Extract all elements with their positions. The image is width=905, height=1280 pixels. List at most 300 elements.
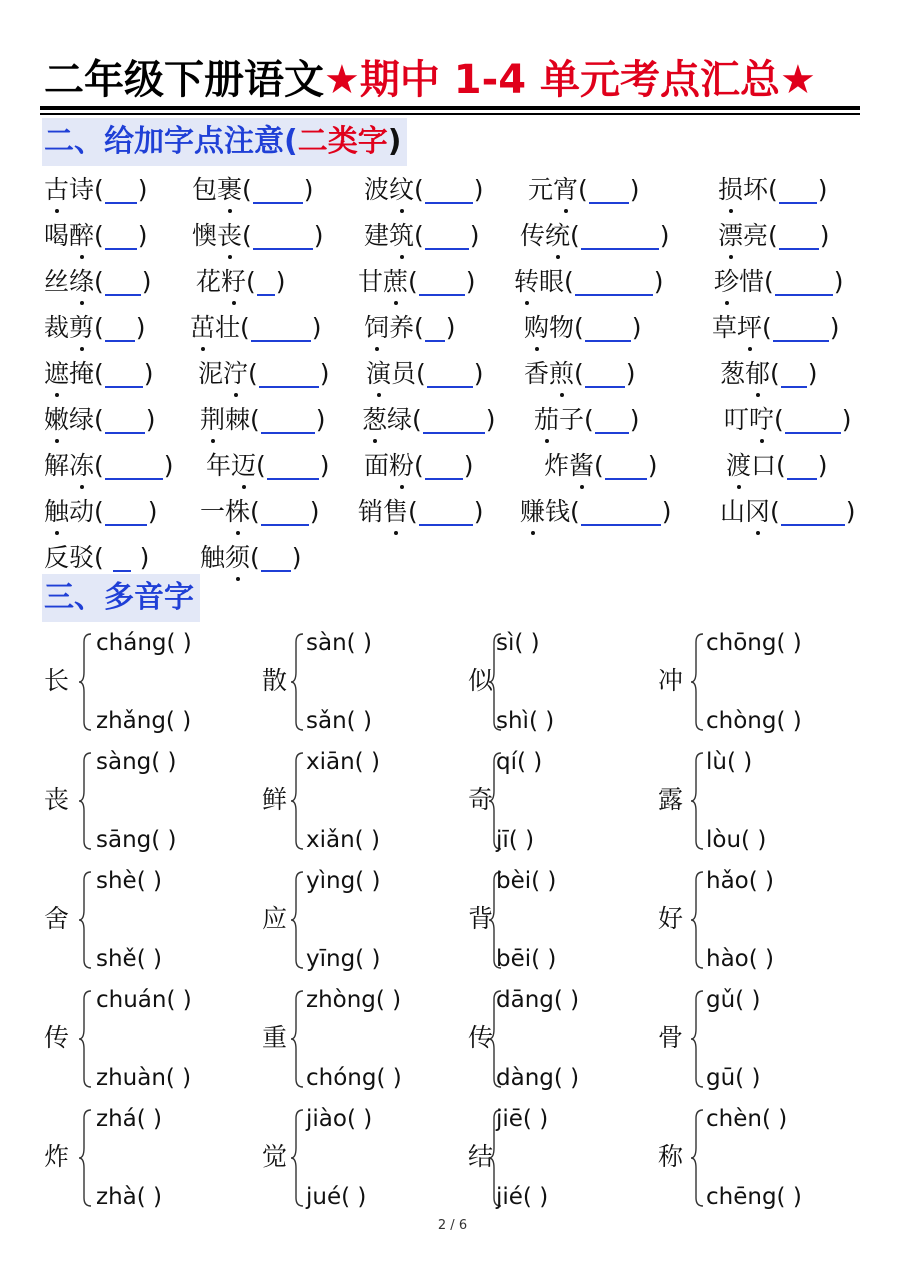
pinyin-bottom: chóng( ) <box>306 1065 402 1091</box>
polyphone-char: 背 <box>468 904 494 933</box>
pinyin-bottom: xiǎn( ) <box>306 827 380 853</box>
word-text: 销售 <box>358 497 409 526</box>
emphasis-dot <box>228 255 232 259</box>
word-item <box>192 216 324 256</box>
polyphone-group <box>468 1102 678 1212</box>
paren-close: ) <box>631 313 642 342</box>
paren-open: ( <box>768 175 778 204</box>
word-text: 珍惜 <box>714 267 765 296</box>
answer-blank[interactable] <box>105 172 137 204</box>
answer-blank[interactable] <box>259 356 319 388</box>
answer-blank[interactable] <box>105 448 163 480</box>
paren-close: ) <box>485 405 496 434</box>
polyphone-group <box>658 983 868 1093</box>
brace-icon <box>690 632 704 732</box>
pinyin-top: zhòng( ) <box>306 987 402 1013</box>
section-2-label-b: 二类字 <box>297 124 388 159</box>
polyphone-char: 重 <box>262 1023 288 1052</box>
word-item <box>524 354 636 394</box>
word-text: 面粉 <box>364 451 415 480</box>
polyphone-char: 散 <box>262 666 288 695</box>
pinyin-bottom: zhà( ) <box>96 1184 163 1210</box>
paren-close: ) <box>653 267 664 296</box>
brace-icon <box>690 751 704 851</box>
pinyin-bottom: zhǎng( ) <box>96 708 192 734</box>
pinyin-bottom: chòng( ) <box>706 708 802 734</box>
answer-blank[interactable] <box>581 494 661 526</box>
word-item <box>364 446 474 486</box>
polyphone-char: 骨 <box>658 1023 684 1052</box>
paren-open: ( <box>770 359 780 388</box>
word-item <box>44 170 148 210</box>
paren-open: ( <box>94 359 104 388</box>
polyphone-char: 露 <box>658 785 684 814</box>
polyphone-char: 似 <box>468 666 494 695</box>
paren-close: ) <box>303 175 314 204</box>
answer-blank[interactable] <box>785 402 841 434</box>
answer-blank[interactable] <box>425 448 463 480</box>
pinyin-bottom: sǎn( ) <box>306 708 372 734</box>
brace-icon <box>78 870 92 970</box>
pinyin-top: chuán( ) <box>96 987 192 1013</box>
paren-close: ) <box>141 267 152 296</box>
emphasis-dot <box>556 255 560 259</box>
word-text: 触须 <box>200 543 251 572</box>
word-text: 喝醉 <box>44 221 95 250</box>
answer-blank[interactable] <box>425 310 445 342</box>
emphasis-dot <box>55 531 59 535</box>
emphasis-dot <box>400 255 404 259</box>
paren-open: ( <box>246 267 256 296</box>
word-item <box>364 170 484 210</box>
word-text: 解冻 <box>44 451 95 480</box>
paren-open: ( <box>414 313 424 342</box>
answer-blank[interactable] <box>105 310 135 342</box>
paren-open: ( <box>764 267 774 296</box>
section-3-label: 三、多音字 <box>44 580 194 615</box>
polyphone-char: 觉 <box>262 1142 288 1171</box>
paren-open: ( <box>584 405 594 434</box>
polyphone-group <box>468 626 678 736</box>
pinyin-bottom: jué( ) <box>306 1184 367 1210</box>
pinyin-bottom: shě( ) <box>96 946 162 972</box>
word-item <box>714 262 844 302</box>
answer-blank[interactable] <box>773 310 829 342</box>
answer-blank[interactable] <box>105 402 145 434</box>
word-item <box>44 446 174 486</box>
word-item <box>364 216 480 256</box>
word-item <box>44 308 146 348</box>
emphasis-dot <box>394 531 398 535</box>
brace-icon <box>78 1108 92 1208</box>
answer-blank[interactable] <box>585 356 625 388</box>
answer-blank[interactable] <box>575 264 653 296</box>
answer-blank[interactable] <box>105 218 137 250</box>
emphasis-dot <box>737 485 741 489</box>
brace-icon <box>690 989 704 1089</box>
word-text: 赚钱 <box>520 497 571 526</box>
paren-close: ) <box>163 451 174 480</box>
paren-close: ) <box>137 221 148 250</box>
word-item <box>534 400 640 440</box>
pinyin-bottom: zhuàn( ) <box>96 1065 192 1091</box>
paren-close: ) <box>807 359 818 388</box>
word-item <box>358 262 476 302</box>
word-text: 渡口 <box>726 451 777 480</box>
pinyin-bottom: shì( ) <box>496 708 555 734</box>
page-number: 2 / 6 <box>437 1218 468 1233</box>
word-text: 香煎 <box>524 359 575 388</box>
polyphone-group <box>262 983 472 1093</box>
word-text: 触动 <box>44 497 95 526</box>
word-text: 漂亮 <box>718 221 769 250</box>
brace-icon <box>290 751 304 851</box>
polyphone-group <box>658 626 868 736</box>
paren-open: ( <box>256 451 266 480</box>
word-text: 叮咛 <box>724 405 775 434</box>
paren-open: ( <box>250 543 260 572</box>
emphasis-dot <box>400 485 404 489</box>
polyphone-group <box>262 626 472 736</box>
answer-blank[interactable] <box>419 264 465 296</box>
paren-close: ) <box>137 175 148 204</box>
polyphone-char: 奇 <box>468 785 494 814</box>
pinyin-bottom: sāng( ) <box>96 827 177 853</box>
word-text: 荆棘 <box>200 405 251 434</box>
answer-blank[interactable] <box>589 172 629 204</box>
paren-close: ) <box>465 267 476 296</box>
polyphone-char: 鲜 <box>262 785 288 814</box>
word-text: 茄子 <box>534 405 585 434</box>
word-item <box>726 446 828 486</box>
paren-close: ) <box>319 451 330 480</box>
word-item <box>198 354 330 394</box>
paren-close: ) <box>661 497 672 526</box>
paren-open: ( <box>250 497 260 526</box>
emphasis-dot <box>228 209 232 213</box>
polyphone-group <box>44 864 254 974</box>
pinyin-top: chōng( ) <box>706 630 802 656</box>
polyphone-char: 称 <box>658 1142 684 1171</box>
pinyin-bottom: yīng( ) <box>306 946 381 972</box>
answer-blank[interactable] <box>261 540 291 572</box>
pinyin-bottom: dàng( ) <box>496 1065 580 1091</box>
word-text: 转眼 <box>514 267 565 296</box>
answer-blank[interactable] <box>423 402 485 434</box>
pinyin-top: yìng( ) <box>306 868 381 894</box>
word-text: 茁壮 <box>190 313 241 342</box>
word-text: 丝绦 <box>44 267 95 296</box>
paren-open: ( <box>414 221 424 250</box>
paren-close: ) <box>147 497 158 526</box>
paren-close: ) <box>463 451 474 480</box>
word-text: 传统 <box>520 221 571 250</box>
word-text: 反驳 <box>44 543 95 572</box>
paren-open: ( <box>578 175 588 204</box>
answer-blank[interactable] <box>267 448 319 480</box>
polyphone-group <box>262 1102 472 1212</box>
paren-open: ( <box>94 497 104 526</box>
emphasis-dot <box>375 347 379 351</box>
word-text: 包裹 <box>192 175 243 204</box>
emphasis-dot <box>760 439 764 443</box>
paren-open: ( <box>94 313 104 342</box>
emphasis-dot <box>55 439 59 443</box>
polyphone-group <box>44 983 254 1093</box>
answer-blank[interactable] <box>261 494 309 526</box>
emphasis-dot <box>377 393 381 397</box>
emphasis-dot <box>531 531 535 535</box>
word-item <box>718 216 830 256</box>
title-highlight: ★期中 1-4 单元考点汇总★ <box>324 57 816 103</box>
pinyin-bottom: hào( ) <box>706 946 775 972</box>
polyphone-char: 结 <box>468 1142 494 1171</box>
brace-icon <box>78 751 92 851</box>
paren-open: ( <box>594 451 604 480</box>
pinyin-bottom: bēi( ) <box>496 946 557 972</box>
pinyin-bottom: lòu( ) <box>706 827 767 853</box>
word-text: 葱郁 <box>720 359 771 388</box>
word-text: 甘蔗 <box>358 267 409 296</box>
word-item <box>44 538 149 578</box>
pinyin-top: shè( ) <box>96 868 162 894</box>
answer-blank[interactable] <box>779 172 817 204</box>
word-text: 演员 <box>366 359 417 388</box>
polyphone-char: 长 <box>44 666 70 695</box>
polyphone-group <box>44 1102 254 1212</box>
section-2-label-a: 二、给加字点注意( <box>44 124 298 159</box>
polyphone-group <box>468 745 678 855</box>
emphasis-dot <box>80 301 84 305</box>
word-text: 草坪 <box>712 313 763 342</box>
word-text: 一株 <box>200 497 251 526</box>
answer-blank[interactable] <box>113 540 131 572</box>
paren-open: ( <box>242 175 252 204</box>
pinyin-top: sì( ) <box>496 630 540 656</box>
paren-close: ) <box>473 359 484 388</box>
paren-open: ( <box>412 405 422 434</box>
word-item <box>44 492 158 532</box>
emphasis-dot <box>80 255 84 259</box>
word-text: 山冈 <box>720 497 771 526</box>
answer-blank[interactable] <box>775 264 833 296</box>
emphasis-dot <box>242 485 246 489</box>
paren-open: ( <box>774 405 784 434</box>
polyphone-char: 传 <box>468 1023 494 1052</box>
answer-blank[interactable] <box>105 264 141 296</box>
paren-open: ( <box>762 313 772 342</box>
answer-blank[interactable] <box>595 402 629 434</box>
word-text: 购物 <box>524 313 575 342</box>
pinyin-bottom: jié( ) <box>496 1184 549 1210</box>
paren-close: ) <box>817 175 828 204</box>
title-rule-thick <box>40 106 860 110</box>
emphasis-dot <box>560 393 564 397</box>
word-text: 饲养 <box>364 313 415 342</box>
word-item <box>196 262 286 302</box>
emphasis-dot <box>201 347 205 351</box>
paren-open: ( <box>248 359 258 388</box>
polyphone-group <box>262 864 472 974</box>
word-item <box>358 492 484 532</box>
answer-blank[interactable] <box>781 356 807 388</box>
answer-blank[interactable] <box>253 172 303 204</box>
pinyin-top: jiē( ) <box>496 1106 549 1132</box>
paren-open: ( <box>94 175 104 204</box>
polyphone-group <box>468 864 678 974</box>
paren-open: ( <box>94 405 104 434</box>
brace-icon <box>290 870 304 970</box>
paren-open: ( <box>574 313 584 342</box>
emphasis-dot <box>545 439 549 443</box>
word-text: 古诗 <box>44 175 95 204</box>
emphasis-dot <box>55 209 59 213</box>
paren-close: ) <box>275 267 286 296</box>
word-text: 葱绿 <box>362 405 413 434</box>
paren-close: ) <box>473 175 484 204</box>
paren-open: ( <box>94 543 112 572</box>
pinyin-top: chèn( ) <box>706 1106 788 1132</box>
answer-blank[interactable] <box>425 172 473 204</box>
pinyin-top: xiān( ) <box>306 749 380 775</box>
word-item <box>362 400 496 440</box>
word-text: 裁剪 <box>44 313 95 342</box>
paren-open: ( <box>770 497 780 526</box>
paren-close: ) <box>473 497 484 526</box>
answer-blank[interactable] <box>427 356 473 388</box>
answer-blank[interactable] <box>251 310 311 342</box>
word-item <box>720 492 856 532</box>
paren-close: ) <box>445 313 456 342</box>
polyphone-char: 传 <box>44 1023 70 1052</box>
paren-open: ( <box>94 267 104 296</box>
emphasis-dot <box>580 485 584 489</box>
word-item <box>366 354 484 394</box>
brace-icon <box>78 632 92 732</box>
word-text: 建筑 <box>364 221 415 250</box>
paren-open: ( <box>94 221 104 250</box>
word-item <box>200 538 302 578</box>
polyphone-char: 好 <box>658 904 684 933</box>
emphasis-dot <box>394 301 398 305</box>
word-text: 炸酱 <box>544 451 595 480</box>
paren-open: ( <box>570 497 580 526</box>
answer-blank[interactable] <box>787 448 817 480</box>
paren-open: ( <box>94 451 104 480</box>
answer-blank[interactable] <box>257 264 275 296</box>
emphasis-dot <box>232 301 236 305</box>
paren-close: ) <box>291 543 302 572</box>
polyphone-group <box>262 745 472 855</box>
polyphone-group <box>658 745 868 855</box>
paren-close: ) <box>625 359 636 388</box>
word-text: 元宵 <box>528 175 579 204</box>
paren-open: ( <box>416 359 426 388</box>
paren-close: ) <box>469 221 480 250</box>
paren-close: ) <box>315 405 326 434</box>
paren-open: ( <box>574 359 584 388</box>
answer-blank[interactable] <box>425 218 469 250</box>
emphasis-dot <box>729 209 733 213</box>
answer-blank[interactable] <box>105 494 147 526</box>
paren-close: ) <box>311 313 322 342</box>
brace-icon <box>690 1108 704 1208</box>
word-item <box>190 308 322 348</box>
paren-close: ) <box>135 313 146 342</box>
emphasis-dot <box>55 393 59 397</box>
pinyin-top: sàng( ) <box>96 749 177 775</box>
emphasis-dot <box>234 393 238 397</box>
answer-blank[interactable] <box>253 218 313 250</box>
emphasis-dot <box>535 347 539 351</box>
paren-close: ) <box>819 221 830 250</box>
answer-blank[interactable] <box>419 494 473 526</box>
paren-close: ) <box>659 221 670 250</box>
pinyin-top: zhá( ) <box>96 1106 163 1132</box>
paren-open: ( <box>776 451 786 480</box>
word-item <box>44 354 154 394</box>
paren-open: ( <box>564 267 574 296</box>
word-item <box>520 216 670 256</box>
answer-blank[interactable] <box>605 448 647 480</box>
paren-close: ) <box>309 497 320 526</box>
pinyin-top: lù( ) <box>706 749 753 775</box>
answer-blank[interactable] <box>585 310 631 342</box>
emphasis-dot <box>80 485 84 489</box>
paren-close: ) <box>131 543 150 572</box>
paren-open: ( <box>240 313 250 342</box>
polyphone-group <box>44 745 254 855</box>
emphasis-dot <box>80 347 84 351</box>
answer-blank[interactable] <box>105 356 143 388</box>
paren-open: ( <box>408 497 418 526</box>
polyphone-char: 冲 <box>658 666 684 695</box>
emphasis-dot <box>729 255 733 259</box>
paren-open: ( <box>414 175 424 204</box>
paren-close: ) <box>629 405 640 434</box>
paren-close: ) <box>143 359 154 388</box>
paren-close: ) <box>845 497 856 526</box>
word-item <box>544 446 658 486</box>
answer-blank[interactable] <box>779 218 819 250</box>
word-item <box>44 216 148 256</box>
emphasis-dot <box>400 209 404 213</box>
word-item <box>192 170 314 210</box>
emphasis-dot <box>373 439 377 443</box>
word-item <box>520 492 672 532</box>
polyphone-group <box>468 983 678 1093</box>
word-text: 懊丧 <box>192 221 243 250</box>
answer-blank[interactable] <box>581 218 659 250</box>
polyphone-group <box>658 1102 868 1212</box>
word-item <box>364 308 456 348</box>
pinyin-top: bèi( ) <box>496 868 557 894</box>
answer-blank[interactable] <box>781 494 845 526</box>
word-text: 遮掩 <box>44 359 95 388</box>
paren-close: ) <box>841 405 852 434</box>
polyphone-group <box>44 626 254 736</box>
paren-open: ( <box>414 451 424 480</box>
section-3-heading <box>42 574 200 622</box>
pinyin-top: jiào( ) <box>306 1106 373 1132</box>
paren-close: ) <box>833 267 844 296</box>
emphasis-dot <box>236 531 240 535</box>
word-text: 波纹 <box>364 175 415 204</box>
word-item <box>718 170 828 210</box>
title-main: 二年级下册语文 <box>44 57 324 103</box>
answer-blank[interactable] <box>261 402 315 434</box>
paren-close: ) <box>629 175 640 204</box>
